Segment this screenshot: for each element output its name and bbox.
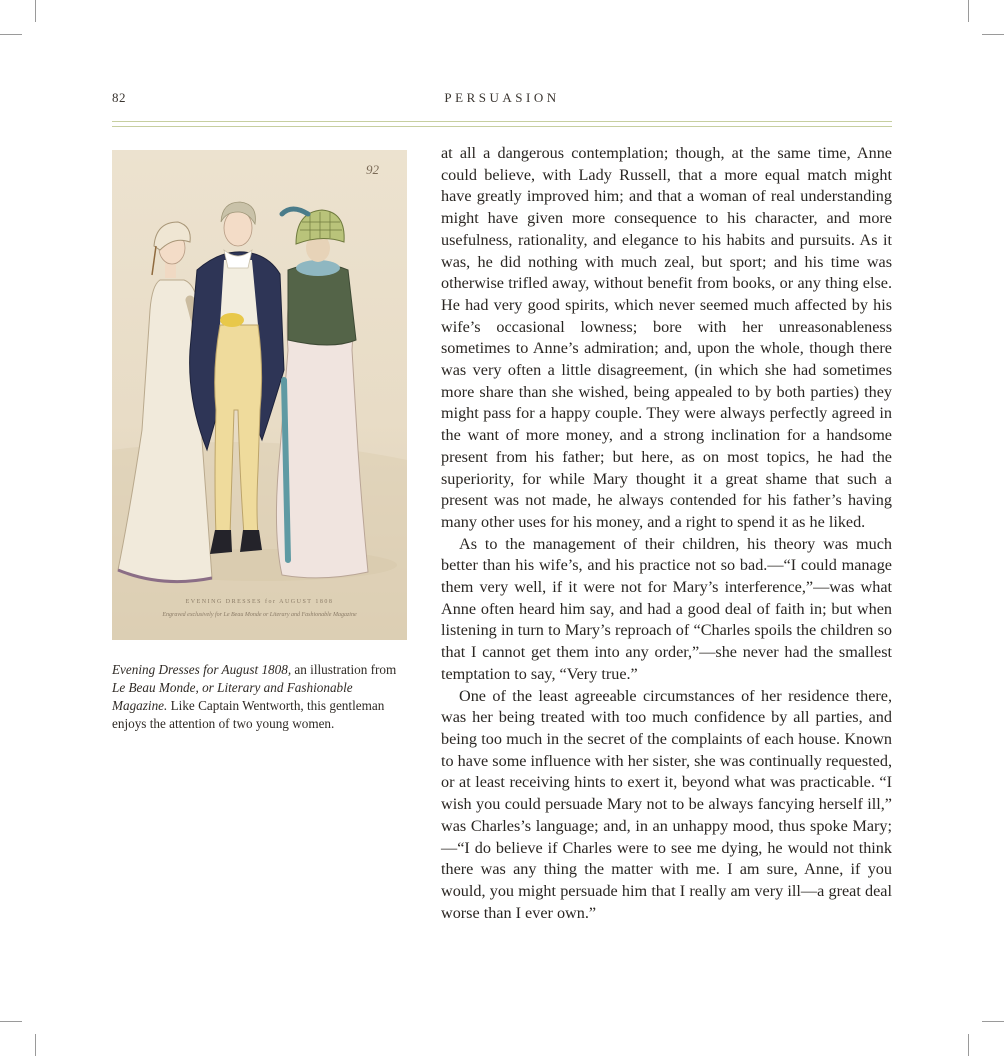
crop-mark-top-left-h [0,34,22,35]
crop-mark-bottom-left [35,1034,36,1056]
right-woman-bodice [288,264,356,345]
parasol [284,380,288,560]
left-woman-ribbon [152,246,156,275]
right-woman-figure [276,209,368,578]
crop-mark-bottom-right-h [982,1021,1004,1022]
gentleman-glove [220,313,244,327]
crop-mark-bottom-right [968,1034,969,1056]
header-rule-bottom [112,126,892,127]
right-woman-shoulders [296,260,340,276]
header-rule-top [112,121,892,122]
body-text [441,143,892,924]
paragraph-3: One of the least agreeable circumstances of her residence there, was her being treated with too much confidence by all parties, and being too much in the secret of the complaints of each house. Known to have some influence with her sister, she was continually requested, or at least receiving hints to exert it, beyond what was practicable. “I wish you could persuade Mary not to be always fancying herself ill,” was Charles’s language; and, in an unhappy mood, thus spoke Mary;—“I do believe if Charles were to see me dying, he would not think there was any thing the matter with me. I am sure, Anne, if you would, you might persuade him that I really am very ill—a great deal worse than I ever own.” [441,686,892,922]
bonnet-feather [282,209,308,214]
plate-number: 92 [366,162,379,177]
caption-title: Evening Dresses for August 1808, [112,662,292,677]
plate-engraved-credit: Engraved exclusively for Le Beau Monde or Literary and Fashionable Magazine [162,612,357,618]
paragraph-2: As to the management of their children, his theory was much better than his wife’s, and his practice not so bad.—“I could manage them very well, if it were not for Mary’s interference,”—was what Anne often heard him say, and had a good deal of faith in; but when listening in turn to Mary’s reproach of “Charles spoils the children so that I cannot get them into any order,”—she never had the smallest temptation to say, “Very true.” [441,534,892,683]
page-number: 82 [112,90,126,105]
caption-source: Le Beau Monde, or Literary and Fashionable Magazine. [112,680,353,713]
plate-engraved-title: EVENING DRESSES for AUGUST 1808 [185,599,334,605]
crop-mark-top-left [35,0,36,22]
illustration-caption [112,661,404,733]
crop-mark-top-right [968,0,969,22]
paragraph-1: at all a dangerous contemplation; though, at the same time, Anne could believe, with Lady Russell, that a more equal match might have greatly improved him; and that a woman of real understanding might have given more consequence to his character, and more usefulness, rationality, and elegance to his habits and pursuits. As it was, he did nothing with much zeal, but sport; and his time was otherwise trifled away, without benefit from books, or any thing else. He had very good spirits, which never seemed much affected by his wife’s occasional lowness; bore with her unreasonableness sometimes to Anne’s admiration; and, upon the whole, though there was very often a little disagreement, (in which she had sometimes more share than she wished, being appealed to by both parties) they might pass for a happy couple. They were always perfectly agreed in the want of more money, and a strong inclination for a handsome present from his father; but here, as on most topics, he had the superiority, for while Mary thought it a great shame that such a present was not made, he always contended for his father’s having many other uses for his money, and a right to spend it as he liked. [441,144,892,531]
crop-mark-top-right-h [982,34,1004,35]
caption-text-1: an illustration from [291,662,397,677]
fashion-plate-illustration [112,150,407,640]
crop-mark-bottom-left-h [0,1021,22,1022]
caption-text-2: Like Captain Wentworth, this gentleman enjoys the attention of two young women. [112,698,385,731]
running-head: PERSUASION [444,90,560,105]
fashion-plate-drawing [112,150,407,640]
